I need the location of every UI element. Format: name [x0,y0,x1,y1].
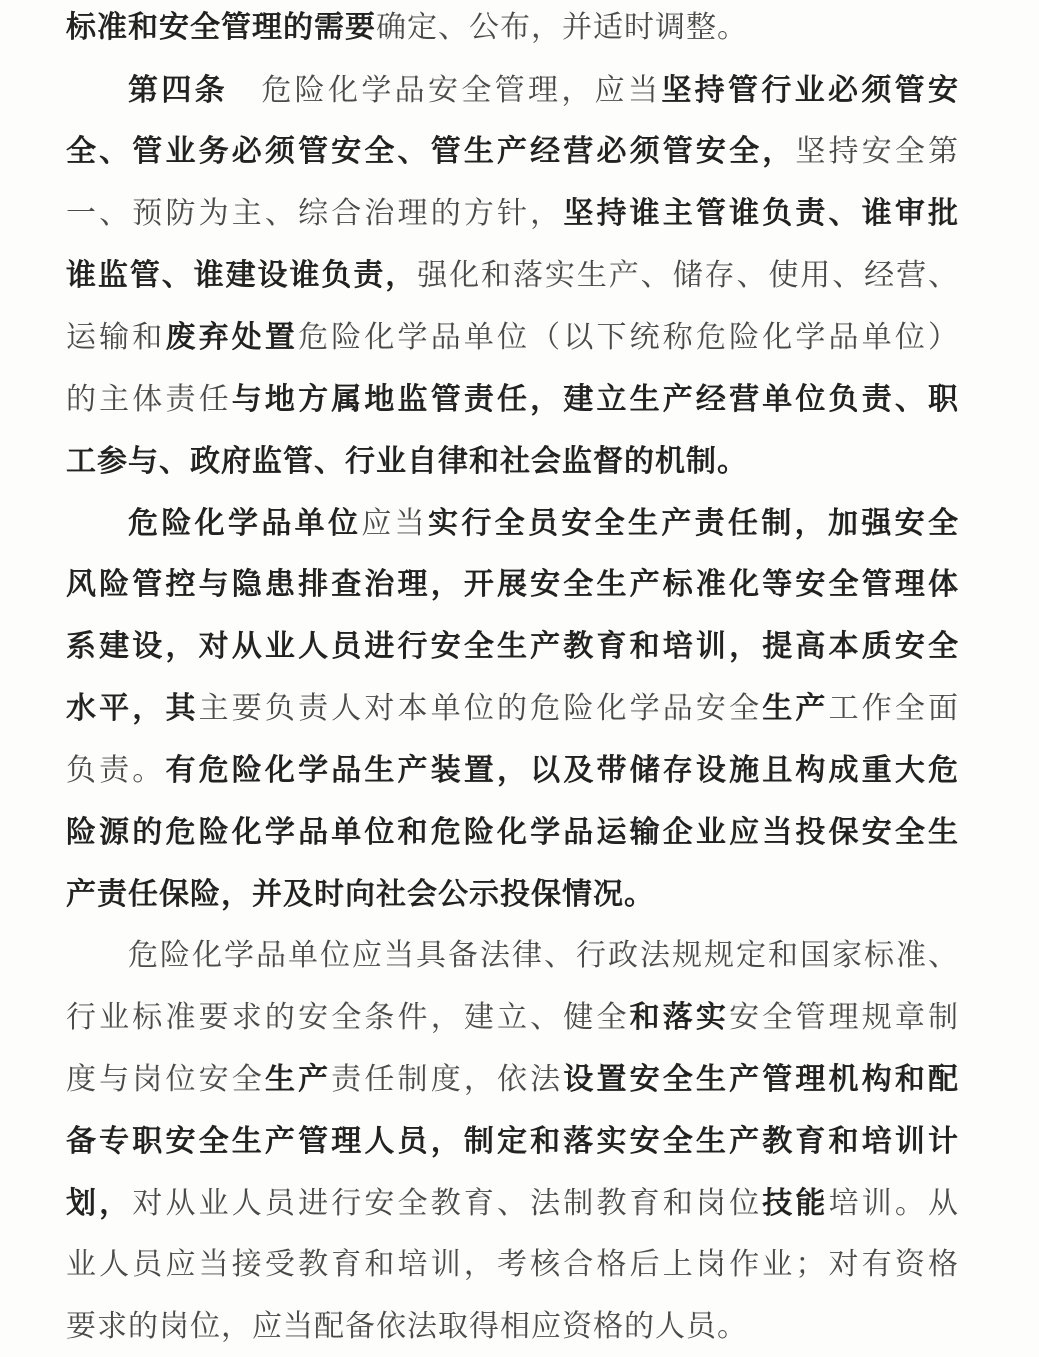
text-run: 应当 [361,506,429,541]
text-line [66,1060,959,1100]
text-line [66,813,959,853]
text-line [66,1307,959,1347]
text-line [66,380,959,420]
text-run: 行业标准要求的安全条件，建立、健全 [66,1000,630,1035]
text-run: 一、预防为主、综合治理的方针， [66,196,564,231]
bold-text-run: 全、管业务必须管安全、管生产经营必须管安全， [66,134,796,169]
text-run: 工作全面 [828,691,959,726]
bold-text-run: 风险管控与隐患排查治理，开展安全生产标准化等安全管理体 [66,567,959,602]
text-line [66,875,959,915]
text-run: 运输和 [66,320,166,355]
text-line [66,1122,959,1162]
text-run: 危险化学品单位应当具备法律、行政法规规定和国家标准、 [128,938,959,973]
bold-text-run: 实行全员安全生产责任制，加强安全 [428,506,959,541]
text-line [66,627,959,667]
text-line [128,936,959,976]
text-line [128,504,959,544]
bold-text-run: 坚持谁主管谁负责、谁审批 [563,196,959,231]
text-line [66,565,959,605]
text-run: 培训。从 [828,1186,959,1221]
text-line [128,71,959,111]
bold-text-run: 坚持管行业必须管安 [661,73,959,108]
text-run: 对从业人员进行安全教育、法制教育和岗位 [132,1186,763,1221]
text-line [66,8,959,48]
text-run: 强化和落实生产、储存、使用、经营、 [417,258,959,293]
text-run: 业人员应当接受教育和培训，考核合格后上岗作业；对有资格 [66,1247,959,1282]
text-line [66,318,959,358]
bold-text-run: 备专职安全生产管理人员，制定和落实安全生产教育和培训计 [66,1124,959,1159]
bold-text-run: 废弃处置 [165,320,299,355]
bold-text-run: 技能 [762,1186,829,1221]
bold-text-run: 水平，其 [66,691,199,726]
text-run: 责任制度，依法 [331,1062,564,1097]
text-run: 度与岗位安全 [66,1062,265,1097]
text-run: 坚持安全第 [795,134,959,169]
bold-text-run: 有危险化学品生产装置，以及带储存设施且构成重大危 [165,753,959,788]
bold-text-run: 设置安全生产管理机构和配 [563,1062,959,1097]
bold-text-run: 与地方属地监管责任，建立生产经营单位负责、职 [231,382,959,417]
bold-text-run: 险源的危险化学品单位和危险化学品运输企业应当投保安全生 [66,815,959,850]
bold-text-run: 系建设，对从业人员进行安全生产教育和培训，提高本质安全 [66,629,959,664]
text-run: 危险化学品安全管理，应当 [228,73,662,108]
text-line [66,442,959,482]
bold-text-run: 划， [66,1186,133,1221]
text-run: 负责。 [66,753,166,788]
bold-text-run: 危险化学品单位 [128,506,362,541]
text-run: 的主体责任 [66,382,232,417]
bold-text-run: 生产 [264,1062,332,1097]
text-run: 确定、公布，并适时调整。 [376,10,748,45]
bold-text-run: 谁监管、谁建设谁负责， [66,258,418,293]
bold-text-run: 第四条 [128,73,228,108]
text-run: 危险化学品单位（以下统称危险化学品单位） [298,320,959,355]
text-line [66,1184,959,1224]
text-run: 主要负责人对本单位的危险化学品安全 [198,691,763,726]
bold-text-run: 工参与、政府监管、行业自律和社会监督的机制。 [66,444,748,479]
text-run: 要求的岗位，应当配备依法取得相应资格的人员。 [66,1309,748,1344]
bold-text-run: 产责任保险，并及时向社会公示投保情况。 [66,877,655,912]
bold-text-run: 标准和安全管理的需要 [66,10,376,45]
text-line [66,689,959,729]
text-run: 安全管理规章制 [729,1000,959,1035]
text-line [66,998,959,1038]
text-line [66,256,959,296]
bold-text-run: 和落实 [629,1000,730,1035]
text-line [66,194,959,234]
text-line [66,132,959,172]
text-line [66,1245,959,1285]
bold-text-run: 生产 [762,691,829,726]
text-line [66,751,959,791]
